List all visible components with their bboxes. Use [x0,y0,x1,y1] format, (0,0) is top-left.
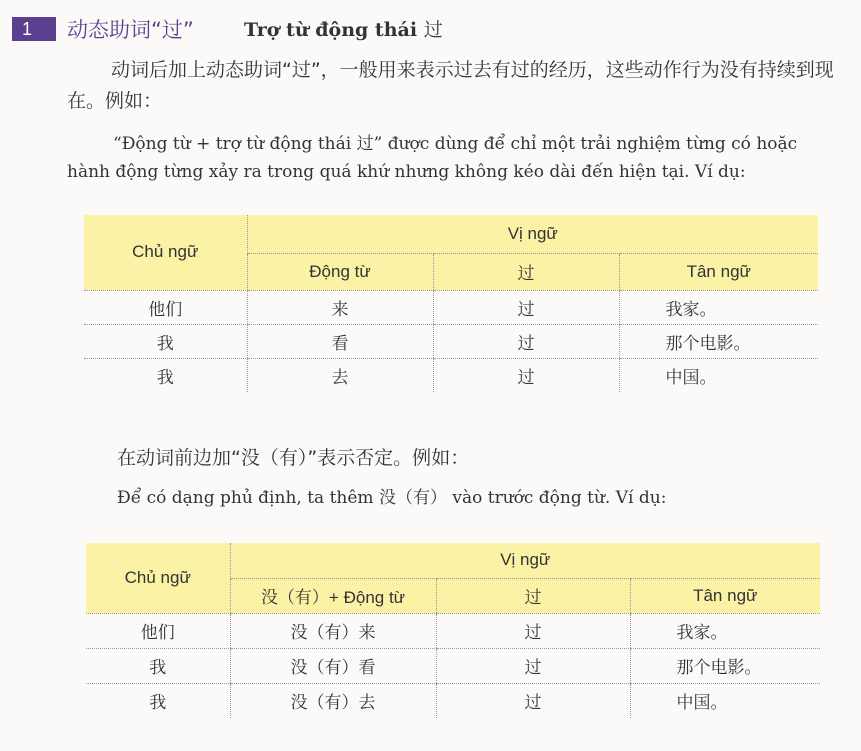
cell-verb: 没（有）来 [230,613,436,648]
header-verb: Động từ [247,253,433,290]
cell-subject: 我 [84,324,247,358]
cell-verb: 没（有）看 [230,648,436,683]
intro-chinese: 动词后加上动态助词“过”，一般用来表示过去有过的经历，这些动作行为没有持续到现在。例如： [67,59,834,112]
header-neg-verb: 没（有）+ Động từ [230,578,436,613]
cell-object: 那个电影。 [630,648,820,683]
table-row [84,290,818,324]
intro-vietnamese [67,130,842,186]
header-predicate: Vị ngữ [230,543,820,578]
table-row [84,324,818,358]
table-row [86,648,820,683]
cell-particle: 过 [433,290,619,324]
header-object: Tân ngữ [630,578,820,613]
cell-subject: 我 [156,367,174,388]
cell-particle: 过 [436,613,630,648]
cell-particle: 过 [433,324,619,358]
cell-verb: 去 [247,358,433,392]
header-particle: 过 [433,253,619,290]
section-title-chinese: 动态助词“过” [67,18,194,42]
cell-particle: 过 [433,358,619,392]
grammar-table-affirmative [84,215,818,392]
negation-vietnamese [117,484,837,512]
grammar-table-negative [86,543,820,718]
section-number-badge: 1 [12,17,56,41]
cell-object: 我家。 [619,290,818,324]
cell-verb: 看 [247,324,433,358]
table-row [86,683,820,718]
cell-object: 中国。 [619,358,818,392]
cell-object: 我家。 [630,613,820,648]
cell-subject: 我 [149,693,167,714]
cell-subject: 我 [86,648,230,683]
table-row [86,613,820,648]
cell-particle: 过 [436,648,630,683]
negation-vn-char: 没（有） [378,488,447,508]
cell-particle: 过 [436,683,630,718]
negation-chinese: 在动词前边加“没（有）”表示否定。例如： [117,447,470,469]
intro-vn-part2: ” được dùng để chỉ một trải nghiệm từng có hoặc hành động từng xảy ra trong quá khứ nhưng không kéo dài đến hiện tại. Ví dụ: [67,134,798,182]
intro-vn-char: 过 [356,134,374,154]
header-predicate: Vị ngữ [247,215,818,253]
intro-vn-part1: “Động từ + trợ từ động thái [113,134,352,154]
section-heading [0,10,861,42]
section-title-vn-text: Trợ từ động thái [244,19,418,41]
cell-verb: 没（有）去 [230,683,436,718]
section-title-vietnamese [244,15,443,42]
table-row [84,358,818,392]
cell-object: 中国。 [630,683,820,718]
cell-verb: 来 [247,290,433,324]
cell-subject: 他们 [86,613,230,648]
section-title-vn-char: 过 [423,19,443,41]
negation-vn-part2: vào trước động từ. Ví dụ: [452,488,667,508]
header-object: Tân ngữ [619,253,818,290]
cell-object: 那个电影。 [619,324,818,358]
header-subject: Chủ ngữ [86,543,230,613]
header-particle: 过 [436,578,630,613]
header-subject: Chủ ngữ [84,215,247,290]
negation-vn-part1: Để có dạng phủ định, ta thêm [117,488,374,508]
cell-subject: 他们 [84,290,247,324]
